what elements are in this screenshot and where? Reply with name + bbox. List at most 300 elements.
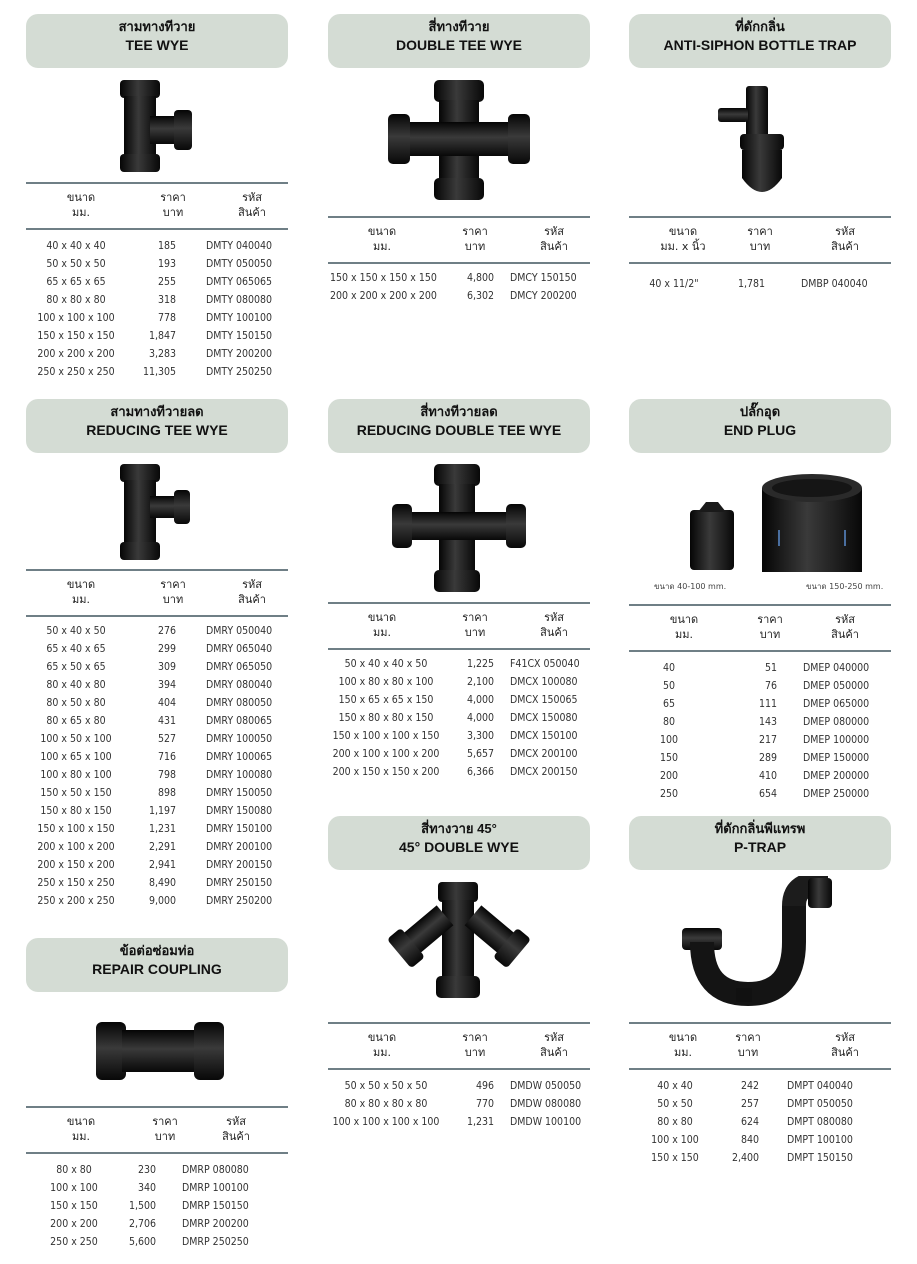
price-cell: 255 [157,276,176,288]
size-cell: 40 [662,662,676,674]
code-cell: DMTY 050050 [206,258,273,270]
header-code-unit: สินค้า [831,1046,859,1059]
table-header [26,569,288,617]
table-row [26,875,288,893]
header-code: รหัส [242,578,262,591]
table-header [629,604,891,652]
header-code-unit: สินค้า [238,206,266,219]
price-cell: 1,500 [128,1200,156,1212]
price-cell: 299 [157,643,176,655]
code-cell: DMEP 200000 [803,770,870,782]
double-tee-wye-rows [328,270,590,306]
code-cell: DMRY 100050 [206,733,273,745]
table-header [629,216,891,264]
size-cell: 150 [659,752,679,764]
code-cell: DMPT 150150 [787,1152,853,1164]
size-cell: 80 x 50 x 80 [46,697,106,709]
size-cell: 200 x 150 x 150 x 200 [332,766,440,778]
tee-wye-header [26,14,288,68]
size-cell: 200 x 100 x 100 x 200 [332,748,440,760]
table-row [26,677,288,695]
size-cell: 50 x 50 x 50 [46,258,106,270]
code-cell: DMCX 150065 [510,694,578,706]
table-row [629,1132,891,1150]
code-cell: DMBP 040040 [801,278,868,290]
table-header [26,1106,288,1154]
code-cell: DMDW 050050 [510,1080,582,1092]
code-cell: DMPT 080080 [787,1116,853,1128]
price-cell: 770 [475,1098,494,1110]
table-row [26,238,288,256]
double-wye-45-header [328,816,590,870]
header-price: ราคา [152,1115,178,1128]
header-code-unit: สินค้า [540,1046,568,1059]
size-cell: 40 x 11/2" [649,278,699,290]
size-cell: 50 x 50 [657,1098,693,1110]
p-trap-image [678,876,838,1006]
table-row [328,1114,590,1132]
size-cell: 250 x 200 x 250 [37,895,115,907]
size-cell: 150 x 65 x 65 x 150 [338,694,434,706]
size-cell: 40 x 40 [657,1080,693,1092]
table-row [328,728,590,746]
code-cell: DMCX 200100 [510,748,578,760]
code-cell: DMRP 100100 [182,1182,249,1194]
header-size-unit: มม. [674,1046,692,1059]
size-cell: 250 [659,788,679,800]
header-size: ขนาด [367,611,397,624]
reducing-double-tee-wye-title-en: REDUCING DOUBLE TEE WYE [356,422,562,438]
code-cell: DMEP 250000 [803,788,870,800]
size-cell: 200 x 100 x 200 [37,841,115,853]
header-code-unit: สินค้า [238,593,266,606]
table-row [26,713,288,731]
code-cell: DMEP 150000 [803,752,870,764]
code-cell: DMTY 250250 [206,366,273,378]
header-code: รหัส [835,225,855,238]
header-code-unit: สินค้า [540,240,568,253]
size-cell: 80 [662,716,676,728]
reducing-double-tee-wye-table [328,602,590,782]
price-cell: 394 [157,679,176,691]
price-cell: 9,000 [148,895,176,907]
bottle-trap-image [712,82,802,204]
table-header [328,602,590,650]
header-price-unit: บาท [737,1046,759,1059]
size-cell: 50 [662,680,676,692]
price-cell: 1,231 [466,1116,494,1128]
end-plug-header [629,399,891,453]
code-cell: DMEP 050000 [803,680,870,692]
price-cell: 496 [475,1080,494,1092]
code-cell: DMCY 150150 [510,272,577,284]
table-row [26,1198,288,1216]
header-size-unit: มม. [373,1046,391,1059]
size-cell: 80 x 40 x 80 [46,679,106,691]
table-row [328,270,590,288]
code-cell: DMCX 150100 [510,730,578,742]
price-cell: 76 [764,680,777,692]
reducing-tee-wye-image [110,460,200,564]
reducing-tee-wye-table [26,569,288,911]
header-price: ราคา [747,225,773,238]
table-row [26,1234,288,1252]
tee-wye-title-th: สามทางทีวาย [118,19,196,34]
code-cell: DMEP 040000 [803,662,870,674]
header-code-unit: สินค้า [222,1130,250,1143]
table-row [328,764,590,782]
price-cell: 6,366 [466,766,494,778]
header-price-unit: บาท [749,240,771,253]
reducing-tee-wye-title-en: REDUCING TEE WYE [86,422,228,438]
bottle-trap-title-th: ที่ดักกลิ่น [735,19,785,34]
price-cell: 6,302 [466,290,494,302]
code-cell: DMTY 150150 [206,330,273,342]
size-cell: 50 x 40 x 40 x 50 [344,658,428,670]
code-cell: DMTY 200200 [206,348,273,360]
table-row [629,276,891,294]
table-row [328,656,590,674]
code-cell: DMPT 050050 [787,1098,853,1110]
price-cell: 276 [157,625,176,637]
header-size-unit: มม. [72,1130,90,1143]
code-cell: DMCY 200200 [510,290,577,302]
header-size-unit: มม. [373,240,391,253]
table-row [629,696,891,714]
double-tee-wye-title-en: DOUBLE TEE WYE [395,37,522,53]
code-cell: F41CX 050040 [510,658,580,670]
table-row [629,1150,891,1168]
price-cell: 230 [137,1164,156,1176]
code-cell: DMRP 250250 [182,1236,249,1248]
price-cell: 143 [758,716,777,728]
table-row [26,659,288,677]
price-cell: 1,197 [148,805,176,817]
size-cell: 100 x 100 x 100 [37,312,115,324]
end-plug-rows [629,660,891,804]
header-code-unit: สินค้า [540,626,568,639]
header-code: รหัส [544,1031,564,1044]
table-row [26,1180,288,1198]
double-wye-45-table [328,1022,590,1132]
reducing-tee-wye-rows [26,623,288,911]
table-row [26,641,288,659]
header-price: ราคา [160,578,186,591]
repair-coupling-title-th: ข้อต่อซ่อมท่อ [119,943,195,958]
table-row [629,786,891,804]
price-cell: 2,941 [148,859,176,871]
header-price: ราคา [462,1031,488,1044]
size-cell: 100 x 80 x 100 [40,769,112,781]
header-code: รหัส [226,1115,246,1128]
double-wye-45-title-th: สี่ทางวาย 45° [421,821,497,836]
tee-wye-table [26,182,288,382]
header-code: รหัส [242,191,262,204]
table-row [328,1078,590,1096]
double-wye-45-image [386,880,532,1004]
p-trap-table [629,1022,891,1168]
size-cell: 80 x 80 x 80 [46,294,106,306]
size-cell: 65 x 65 x 65 [46,276,106,288]
code-cell: DMRY 250150 [206,877,273,889]
size-cell: 80 x 80 [56,1164,92,1176]
code-cell: DMRY 100065 [206,751,273,763]
code-cell: DMTY 065065 [206,276,273,288]
header-price: ราคา [462,225,488,238]
table-row [26,731,288,749]
bottle-trap-title-en: ANTI-SIPHON BOTTLE TRAP [663,37,857,53]
p-trap-header [629,816,891,870]
repair-coupling-table [26,1106,288,1252]
table-row [26,1216,288,1234]
price-cell: 431 [157,715,176,727]
code-cell: DMEP 100000 [803,734,870,746]
table-row [629,678,891,696]
price-cell: 4,000 [466,712,494,724]
header-size: ขนาด [66,1115,96,1128]
price-cell: 410 [758,770,777,782]
price-cell: 5,657 [466,748,494,760]
bottle-trap-header [629,14,891,68]
table-row [26,1162,288,1180]
table-header [629,1022,891,1070]
size-cell: 100 x 50 x 100 [40,733,112,745]
bottle-trap-table [629,216,891,294]
price-cell: 2,100 [466,676,494,688]
code-cell: DMRY 150080 [206,805,273,817]
table-row [26,328,288,346]
code-cell: DMRP 200200 [182,1218,249,1230]
code-cell: DMRY 080050 [206,697,273,709]
price-cell: 340 [137,1182,156,1194]
reducing-double-tee-wye-title-th: สี่ทางทีวายลด [420,404,498,419]
header-price: ราคา [735,1031,761,1044]
price-cell: 1,225 [466,658,494,670]
end-plug-large-image [758,470,866,578]
code-cell: DMRY 150050 [206,787,273,799]
code-cell: DMRP 150150 [182,1200,249,1212]
table-row [26,893,288,911]
table-row [26,364,288,382]
code-cell: DMTY 040040 [206,240,273,252]
table-row [629,660,891,678]
size-cell: 150 x 50 x 150 [40,787,112,799]
price-cell: 2,291 [148,841,176,853]
code-cell: DMRY 200100 [206,841,273,853]
size-cell: 250 x 250 x 250 [37,366,115,378]
header-price-unit: บาท [154,1130,176,1143]
header-size-unit: มม. [72,593,90,606]
double-wye-45-rows [328,1078,590,1132]
table-row [629,1114,891,1132]
repair-coupling-header [26,938,288,992]
size-cell: 40 x 40 x 40 [46,240,106,252]
size-cell: 200 [659,770,679,782]
size-cell: 65 [662,698,676,710]
code-cell: DMTY 100100 [206,312,273,324]
code-cell: DMDW 100100 [510,1116,582,1128]
price-cell: 289 [758,752,777,764]
price-cell: 5,600 [128,1236,156,1248]
price-cell: 624 [740,1116,759,1128]
table-header [26,182,288,230]
price-cell: 1,847 [148,330,176,342]
table-row [328,692,590,710]
size-cell: 150 x 80 x 150 [40,805,112,817]
code-cell: DMPT 040040 [787,1080,853,1092]
code-cell: DMRY 250200 [206,895,273,907]
double-tee-wye-image [384,76,534,204]
header-code: รหัส [835,613,855,626]
table-row [26,346,288,364]
table-row [26,274,288,292]
header-price: ราคา [757,613,783,626]
end-plug-title-th: ปลั๊กอุด [739,404,781,419]
size-cell: 150 x 150 [651,1152,699,1164]
price-cell: 3,300 [466,730,494,742]
table-row [629,768,891,786]
size-cell: 150 x 100 x 150 [37,823,115,835]
price-cell: 111 [758,698,777,710]
header-price-unit: บาท [464,1046,486,1059]
reducing-double-tee-wye-image [388,460,530,596]
price-cell: 840 [740,1134,759,1146]
size-cell: 100 [659,734,679,746]
header-code: รหัส [835,1031,855,1044]
code-cell: DMRY 100080 [206,769,273,781]
price-cell: 309 [157,661,176,673]
double-tee-wye-header [328,14,590,68]
price-cell: 185 [157,240,176,252]
size-cell: 250 x 250 [50,1236,98,1248]
price-cell: 1,231 [148,823,176,835]
price-cell: 51 [764,662,777,674]
table-header [328,216,590,264]
code-cell: DMPT 100100 [787,1134,853,1146]
size-cell: 150 x 100 x 100 x 150 [332,730,440,742]
code-cell: DMRY 080040 [206,679,273,691]
table-row [26,310,288,328]
tee-wye-image [110,76,200,176]
table-row [629,1096,891,1114]
price-cell: 193 [157,258,176,270]
table-row [328,746,590,764]
price-cell: 4,000 [466,694,494,706]
table-row [629,732,891,750]
price-cell: 4,800 [466,272,494,284]
header-price-unit: บาท [464,626,486,639]
size-cell: 65 x 40 x 65 [46,643,106,655]
end-plug-table [629,604,891,804]
price-cell: 778 [157,312,176,324]
table-row [26,749,288,767]
reducing-double-tee-wye-rows [328,656,590,782]
repair-coupling-rows [26,1162,288,1252]
header-price: ราคา [160,191,186,204]
bottle-trap-rows [629,276,891,294]
size-cell: 200 x 200 [50,1218,98,1230]
price-cell: 404 [157,697,176,709]
double-wye-45-title-en: 45° DOUBLE WYE [399,839,519,855]
price-cell: 217 [758,734,777,746]
header-code: รหัส [544,225,564,238]
end-plug-caption-left: ขนาด 40-100 mm. [654,582,727,591]
size-cell: 100 x 80 x 80 x 100 [338,676,434,688]
size-cell: 100 x 65 x 100 [40,751,112,763]
header-size: ขนาด [66,191,96,204]
table-row [26,821,288,839]
header-size: ขนาด [367,1031,397,1044]
code-cell: DMCX 100080 [510,676,578,688]
header-code-unit: สินค้า [831,628,859,641]
code-cell: DMRY 150100 [206,823,273,835]
table-row [629,1078,891,1096]
code-cell: DMRY 065040 [206,643,273,655]
table-header [328,1022,590,1070]
end-plug-title-en: END PLUG [723,422,797,438]
price-cell: 898 [157,787,176,799]
repair-coupling-title-en: REPAIR COUPLING [92,961,222,977]
price-cell: 716 [157,751,176,763]
code-cell: DMEP 065000 [803,698,870,710]
code-cell: DMCX 200150 [510,766,578,778]
header-price-unit: บาท [759,628,781,641]
table-row [328,710,590,728]
p-trap-title-th: ที่ดักกลิ่นพีแทรพ [714,821,806,836]
size-cell: 250 x 150 x 250 [37,877,115,889]
header-size-unit: มม. [72,206,90,219]
header-size: ขนาด [668,225,698,238]
code-cell: DMEP 080000 [803,716,870,728]
header-size-unit: มม. x นิ้ว [660,240,706,253]
tee-wye-title-en: TEE WYE [125,37,189,53]
code-cell: DMCX 150080 [510,712,578,724]
table-row [328,1096,590,1114]
reducing-double-tee-wye-header [328,399,590,453]
size-cell: 100 x 100 x 100 x 100 [332,1116,440,1128]
double-tee-wye-table [328,216,590,306]
size-cell: 150 x 150 x 150 x 150 [330,272,437,284]
header-size-unit: มม. [373,626,391,639]
tee-wye-rows [26,238,288,382]
price-cell: 318 [157,294,176,306]
table-row [26,623,288,641]
size-cell: 200 x 150 x 200 [37,859,115,871]
table-row [26,839,288,857]
size-cell: 200 x 200 x 200 [37,348,115,360]
p-trap-rows [629,1078,891,1168]
header-size: ขนาด [669,613,699,626]
header-code-unit: สินค้า [831,240,859,253]
size-cell: 50 x 50 x 50 x 50 [344,1080,428,1092]
price-cell: 11,305 [142,366,176,378]
reducing-tee-wye-title-th: สามทางทีวายลด [110,404,204,419]
header-price-unit: บาท [464,240,486,253]
table-row [629,750,891,768]
end-plug-small-image [684,500,740,574]
code-cell: DMRY 065050 [206,661,273,673]
table-row [26,785,288,803]
size-cell: 150 x 150 [50,1200,98,1212]
end-plug-caption-right: ขนาด 150-250 mm. [806,582,884,591]
header-size: ขนาด [668,1031,698,1044]
table-row [26,767,288,785]
price-cell: 654 [758,788,777,800]
table-row [328,674,590,692]
header-size: ขนาด [367,225,397,238]
size-cell: 80 x 80 [657,1116,693,1128]
table-row [26,857,288,875]
